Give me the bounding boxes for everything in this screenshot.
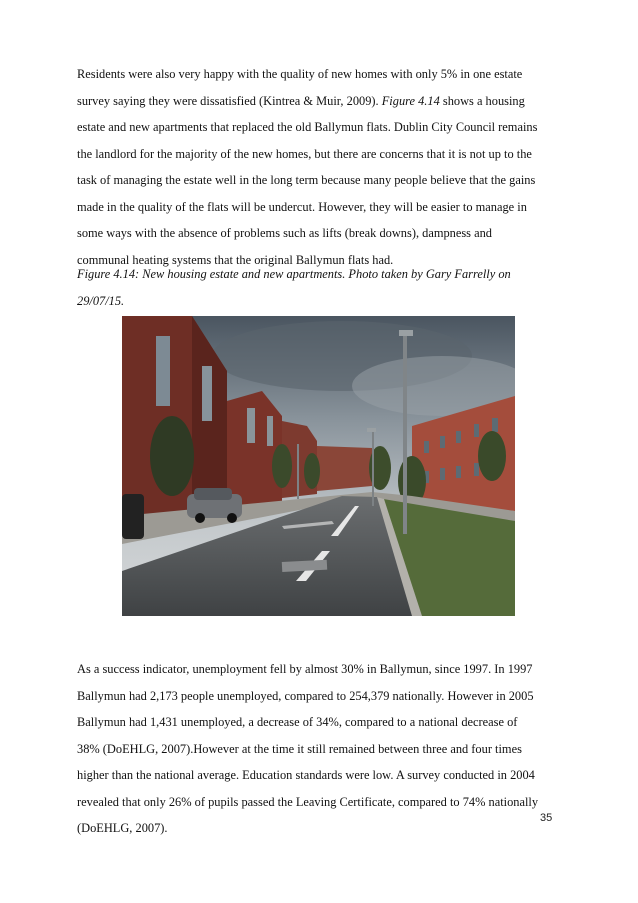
caption-line: 29/07/15. [77, 293, 125, 308]
text-line: made in the quality of the flats will be undercut. However, they will be easier to manage in [77, 199, 527, 214]
figure-reference: Figure 4.14 [381, 93, 440, 108]
text-line: Ballymun had 1,431 unemployed, a decrease of 34%, compared to a national decrease of [77, 715, 518, 729]
text-segment: survey saying they were dissatisfied (Kintrea & Muir, 2009). [77, 93, 382, 108]
text-line: (DoEHLG, 2007). [77, 821, 168, 835]
text-line: estate and new apartments that replaced the old Ballymun flats. Dublin City Council remains [77, 120, 538, 134]
caption-line: Figure 4.14: New housing estate and new apartments. Photo taken by Gary Farrelly on [77, 267, 511, 281]
text-line: higher than the national average. Education standards were low. A survey conducted in 2004 [77, 768, 535, 782]
text-line: Ballymun had 2,173 people unemployed, compared to 254,379 nationally. However in 2005 [77, 688, 534, 703]
figure-caption [77, 261, 563, 314]
text-line: revealed that only 26% of pupils passed the Leaving Certificate, compared to 74% nationally [77, 794, 539, 809]
text-line: 38% (DoEHLG, 2007).However at the time it still remained between three and four times [77, 741, 522, 756]
text-segment: shows a housing [439, 93, 525, 108]
text-line [77, 88, 563, 115]
paragraph-housing [77, 61, 563, 273]
text-line: As a success indicator, unemployment fell by almost 30% in Ballymun, since 1997. In 1997 [77, 662, 533, 676]
text-line: some ways with the absence of problems such as lifts (break downs), dampness and [77, 226, 492, 240]
page-number: 35 [540, 812, 553, 824]
text-line: communal heating systems that the original Ballymun flats had. [77, 252, 394, 267]
text-line: task of managing the estate well in the long term because many people believe that the gains [77, 173, 536, 187]
text-line: the landlord for the majority of the new homes, but there are concerns that it is not up to the [77, 146, 532, 161]
housing-estate-photo [122, 316, 515, 616]
paragraph-unemployment [77, 656, 563, 842]
text-line: Residents were also very happy with the quality of new homes with only 5% in one estate [77, 67, 523, 81]
